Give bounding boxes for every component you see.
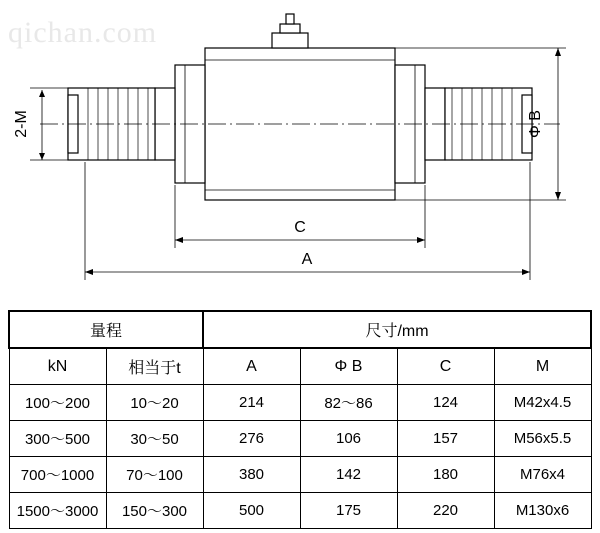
cell-kn: 100～200 [9,385,106,421]
cable-connector-pin [286,14,294,24]
table-row [9,457,591,493]
cell-a: 500 [203,493,300,529]
column-header-m: M [494,348,591,385]
cell-t: 150～300 [106,493,203,529]
table-row [9,493,591,529]
cell-c: 124 [397,385,494,421]
cell-kn: 300～500 [9,421,106,457]
spec-table [8,310,592,529]
table-header-row [9,348,591,385]
cell-c: 157 [397,421,494,457]
cell-a: 380 [203,457,300,493]
cell-b: 175 [300,493,397,529]
cell-a: 214 [203,385,300,421]
cell-c: 180 [397,457,494,493]
watermark-text: qichan.com [8,16,158,49]
cell-b: 106 [300,421,397,457]
cell-c: 220 [397,493,494,529]
cell-t: 30～50 [106,421,203,457]
cable-connector-cap [280,24,300,33]
cell-t: 70～100 [106,457,203,493]
cell-t: 10～20 [106,385,203,421]
cell-kn: 1500～3000 [9,493,106,529]
cell-m: M56x5.5 [494,421,591,457]
header-dimensions: 尺寸/mm [203,311,591,348]
cable-connector-base [272,33,308,48]
cell-b: 142 [300,457,397,493]
cell-m: M130x6 [494,493,591,529]
table-row [9,421,591,457]
column-header-kn: kN [9,348,106,385]
cell-b: 82～86 [300,385,397,421]
c-label: C [294,219,306,236]
diameter-label: Φ B [527,110,544,138]
cell-m: M42x4.5 [494,385,591,421]
a-label: A [301,251,313,268]
column-header-a: A [203,348,300,385]
column-header-c: C [397,348,494,385]
column-header-t: 相当于t [106,348,203,385]
spec-table-wrapper [8,310,592,529]
table-row [9,385,591,421]
column-header-b: Φ B [300,348,397,385]
cell-kn: 700～1000 [9,457,106,493]
table-header-group-row [9,311,591,348]
header-range: 量程 [9,311,203,348]
cell-m: M76x4 [494,457,591,493]
cell-a: 276 [203,421,300,457]
thread-label: 2-M [13,110,30,138]
